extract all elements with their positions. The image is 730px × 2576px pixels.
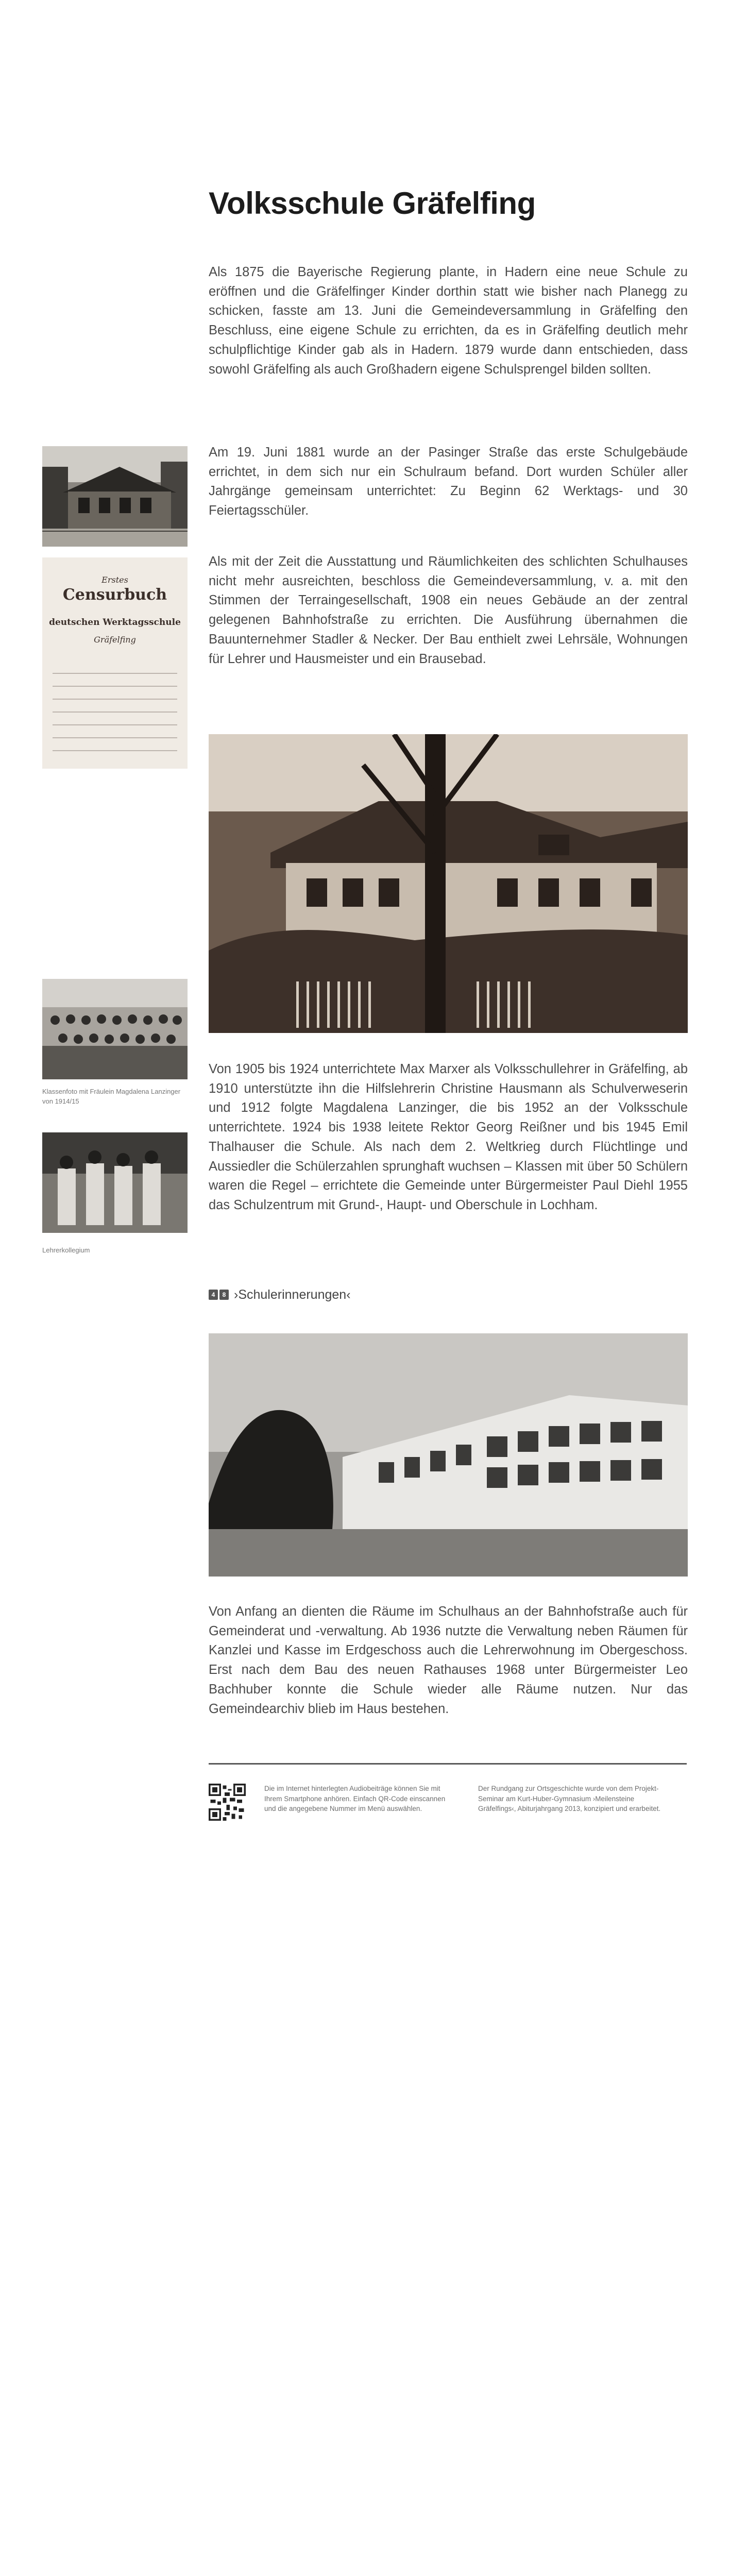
document-line-2: Censurbuch [62, 586, 167, 604]
audio-label: ›Schulerinnerungen‹ [234, 1287, 351, 1302]
audio-link[interactable] [209, 1287, 351, 1302]
paragraph-first-building: Am 19. Juni 1881 wurde an der Pasinger Straße das erste Schulgebäude errichtet, in dem sich nur ein Schulraum befand. Dort wurden Schüler aller Jahrgänge gemeinsam unterrichtet: Zu Beginn 62 Werktags- und 30 Feiertagsschüler. [209, 445, 688, 518]
document-line-4: Gräfelfing [94, 635, 136, 645]
censurbuch-document-photo [42, 557, 188, 769]
schoolhouse-bahnhofstrasse-photo [209, 734, 688, 1033]
document-line-1: Erstes [101, 575, 128, 585]
paragraph-new-building: Als mit der Zeit die Ausstattung und Räumlichkeiten des schlichten Schulhauses nicht mehr ausreichten, beschloss die Gemeindeversammlung, v. a. mit den Stimmen der Terraingesellschaft, 1908 ein neues Gebäude an der zentral gelegenen Bahnhofstraße zu errichten. Die Ausführung übernahmen die Bauunternehmer Stadler & Necker. Der Bau enthielt zwei Lehrsäle, Wohnungen für Lehrer und Hausmeister und ein Brausebad. [209, 554, 688, 666]
document-line-3: deutschen Werktagsschule [49, 617, 181, 628]
project-credit: Der Rundgang zur Ortsgeschichte wurde von dem Projekt-Seminar am Kurt-Huber-Gymnasium ›Meilensteine Gräfelfings‹, Abiturjahrgang 2013, konzipiert und erarbeitet. [478, 1785, 661, 1813]
qr-code-icon[interactable] [209, 1784, 246, 1821]
class-photo [42, 979, 188, 1079]
audio-number-icon [209, 1290, 229, 1300]
footer-divider [209, 1763, 687, 1765]
paragraph-administration: Von Anfang an dienten die Räume im Schulhaus an der Bahnhofstraße auch für Gemeinderat und -verwaltung. Ab 1936 nutzte die Verwaltung neben Räumen für Kanzlei und Kasse im Erdgeschoss auch die Lehrerwohnung im Obergeschoss. Erst nach dem Bau des neuen Rathauses 1968 unter Bürgermeister Leo Bachhuber konnte die Schule wieder alle Räume nutzen. Nur das Gemeindearchiv blieb im Haus bestehen. [209, 1604, 688, 1716]
teachers-photo-caption: Lehrerkollegium [42, 1246, 90, 1254]
modern-school-building-photo [209, 1333, 688, 1577]
paragraph-teachers: Von 1905 bis 1924 unterrichtete Max Marxer als Volksschullehrer in Gräfelfing, ab 1910 unterstützte ihn die Hilfslehrerin Christine Hausmann als Schulverweserin und 1912 folgte Magdalena Lanzinger, die bis 1952 an der Volksschule unterrichtete. 1924 bis 1938 leitete Rektor Georg Reißner und bis 1945 Emil Thalhauser die Schule. Als nach dem 2. Weltkrieg durch Flüchtlinge und Aussiedler die Schülerzahlen sprunghaft wuchsen – Klassen mit über 50 Schülern waren die Regel – errichtete die Gemeinde unter Bürgermeister Paul Diehl 1955 das Schulzentrum mit Grund-, Haupt- und Oberschule in Lochham. [209, 1062, 688, 1213]
audio-digit-1: 4 [209, 1290, 218, 1300]
old-schoolhouse-photo [42, 446, 188, 547]
qr-instructions: Die im Internet hinterlegten Audiobeiträge können Sie mit Ihrem Smartphone anhören. Einfach QR-Code einscannen und die angegebene Nummer im Menü auswählen. [264, 1785, 446, 1813]
class-photo-caption: Klassenfoto mit Fräulein Magdalena Lanzinger von 1914/15 [42, 1088, 181, 1105]
page-title: Volksschule Gräfelfing [209, 186, 536, 221]
teachers-photo [42, 1132, 188, 1233]
paragraph-intro: Als 1875 die Bayerische Regierung plante, in Hadern eine neue Schule zu eröffnen und die Gräfelfinger Kinder dorthin statt wie bisher nach Planegg zu schicken, fasste am 13. Juni die Gemeindeversammlung in Gräfelfing den Beschluss, eine eigene Schule zu errichten, da es in Gräfelfing deutlich mehr schulpflichtige Kinder gab als in Hadern. 1879 wurde dann entschieden, dass sowohl Gräfelfing als auch Großhadern eigene Schulsprengel bilden sollten. [209, 265, 688, 377]
audio-digit-2: 8 [219, 1290, 229, 1300]
